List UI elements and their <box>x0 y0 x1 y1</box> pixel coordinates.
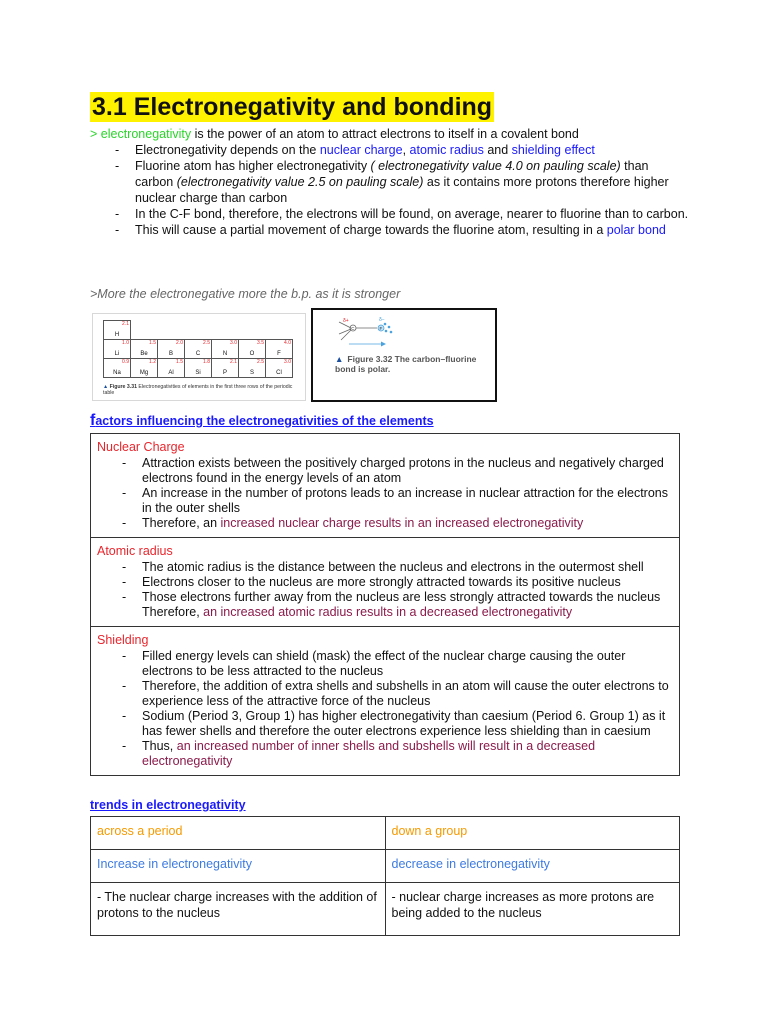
definition-line <box>90 126 690 142</box>
shielding-effect-link: shielding effect <box>511 143 595 157</box>
element-cell: 2.1 P <box>212 359 239 378</box>
element-cell: 3.5 O <box>239 340 266 359</box>
cf-bond-figure <box>311 308 497 402</box>
trends-table <box>90 816 680 936</box>
down-group-trend: decrease in electronegativity <box>385 850 680 883</box>
factors-box <box>90 433 680 776</box>
element-cell: 1.0 Li <box>104 340 131 359</box>
nuclear-bullet-3: - Therefore, an increased nuclear charge results in an increased electronegativity <box>97 516 673 531</box>
carbon-label: C <box>351 325 355 331</box>
cf-bond-diagram <box>337 316 407 350</box>
delta-plus-label: δ+ <box>343 318 349 324</box>
shielding-title: Shielding <box>97 633 149 647</box>
element-cell: 2.0 B <box>158 340 185 359</box>
figure1-caption: ▲ Figure 3.31 Electronegativities of elements in the first three rows of the periodic table <box>103 384 293 396</box>
periodic-table-excerpt <box>103 320 293 378</box>
down-group-reason: - nuclear charge increases as more protons are being added to the nucleus <box>385 883 680 936</box>
intro-bullet-3: - In the C-F bond, therefore, the electrons will be found, on average, nearer to fluorine than to carbon. <box>90 206 690 222</box>
element-cell: 1.5 Be <box>131 340 158 359</box>
nuclear-charge-link: nuclear charge <box>319 143 403 157</box>
across-period-trend: Increase in electronegativity <box>91 850 386 883</box>
intro-bullet-1: - Electronegativity depends on the nuclear charge, atomic radius and shielding effect <box>90 142 690 158</box>
term-electronegativity: > electronegativity <box>90 127 192 141</box>
nuclear-charge-title: Nuclear Charge <box>97 440 185 454</box>
note-line: >More the electronegative more the b.p. as it is stronger <box>90 287 401 301</box>
nuclear-bullet-1: - Attraction exists between the positively charged protons in the nucleus and negatively charged electrons found in the energy levels of an atom <box>97 456 673 486</box>
radius-bullet-3: - Those electrons further away from the nucleus are less strongly attracted towards the nucleus Therefore, an increased atomic radius results in a decreased electronegativity <box>97 590 673 620</box>
atomic-radius-title: Atomic radius <box>97 544 173 558</box>
element-cell: 2.1 H <box>104 321 131 340</box>
element-cell: 2.5 C <box>185 340 212 359</box>
element-cell: 1.5 Al <box>158 359 185 378</box>
fluorine-label: F <box>379 325 383 331</box>
radius-bullet-1: - The atomic radius is the distance between the nucleus and electrons in the outermost shell <box>97 560 673 575</box>
nuclear-bullet-2: - An increase in the number of protons leads to an increase in nuclear attraction for the electrons in the outer shells <box>97 486 673 516</box>
nuclear-charge-section <box>91 434 679 538</box>
element-cell: 1.8 Si <box>185 359 212 378</box>
shielding-section <box>91 627 679 776</box>
element-cell: 3.0 Cl <box>266 359 293 378</box>
shielding-bullet-1: - Filled energy levels can shield (mask) the effect of the nuclear charge causing the outer electrons to be less attracted to the nucleus <box>97 649 673 679</box>
atomic-radius-link: atomic radius <box>409 143 484 157</box>
triangle-icon: ▲ <box>335 354 344 364</box>
element-cell: 3.0 N <box>212 340 239 359</box>
atomic-radius-section <box>91 538 679 627</box>
element-cell: 4.0 F <box>266 340 293 359</box>
page-title: 3.1 Electronegativity and bonding <box>92 93 493 121</box>
trends-heading[interactable]: trends in electronegativity <box>90 798 246 812</box>
polar-bond-link: polar bond <box>606 223 666 237</box>
shielding-bullet-3: - Sodium (Period 3, Group 1) has higher electronegativity than caesium (Period 6. Group 1) as it has fewer shells and therefore the outer electrons experience less shielding than in caesium <box>97 709 673 739</box>
intro-bullet-4: - This will cause a partial movement of charge towards the fluorine atom, resulting in a polar bond <box>90 222 690 238</box>
definition-text: is the power of an atom to attract electrons to itself in a covalent bond <box>191 127 579 141</box>
shielding-bullet-4: - Thus, an increased number of inner shells and subshells will result in a decreased electronegativity <box>97 739 673 769</box>
delta-minus-label: δ− <box>379 317 385 323</box>
figure2-caption: ▲ Figure 3.32 The carbon–fluorine bond is polar. <box>335 354 477 374</box>
electronegativity-table-figure <box>92 313 306 401</box>
intro-bullets <box>90 142 690 238</box>
intro-section <box>90 126 690 238</box>
factors-heading[interactable]: factors influencing the electronegativities of the elements <box>90 412 434 429</box>
across-period-header: across a period <box>91 817 386 850</box>
element-cell: 1.2 Mg <box>131 359 158 378</box>
down-group-header: down a group <box>385 817 680 850</box>
triangle-icon: ▲ <box>103 384 109 390</box>
radius-bullet-2: - Electrons closer to the nucleus are more strongly attracted towards its positive nucleus <box>97 575 673 590</box>
across-period-reason: - The nuclear charge increases with the addition of protons to the nucleus <box>91 883 386 936</box>
shielding-bullet-2: - Therefore, the addition of extra shells and subshells in an atom will cause the outer electrons to experience less of the attractive force of the nucleus <box>97 679 673 709</box>
intro-bullet-2: - Fluorine atom has higher electronegativity ( electronegativity value 4.0 on pauling scale) than carbon (electronegativity value 2.5 on pauling scale) as it contains more protons therefore higher nuclear charge than carbon <box>90 158 690 206</box>
element-cell: 0.9 Na <box>104 359 131 378</box>
element-cell: 2.5 S <box>239 359 266 378</box>
